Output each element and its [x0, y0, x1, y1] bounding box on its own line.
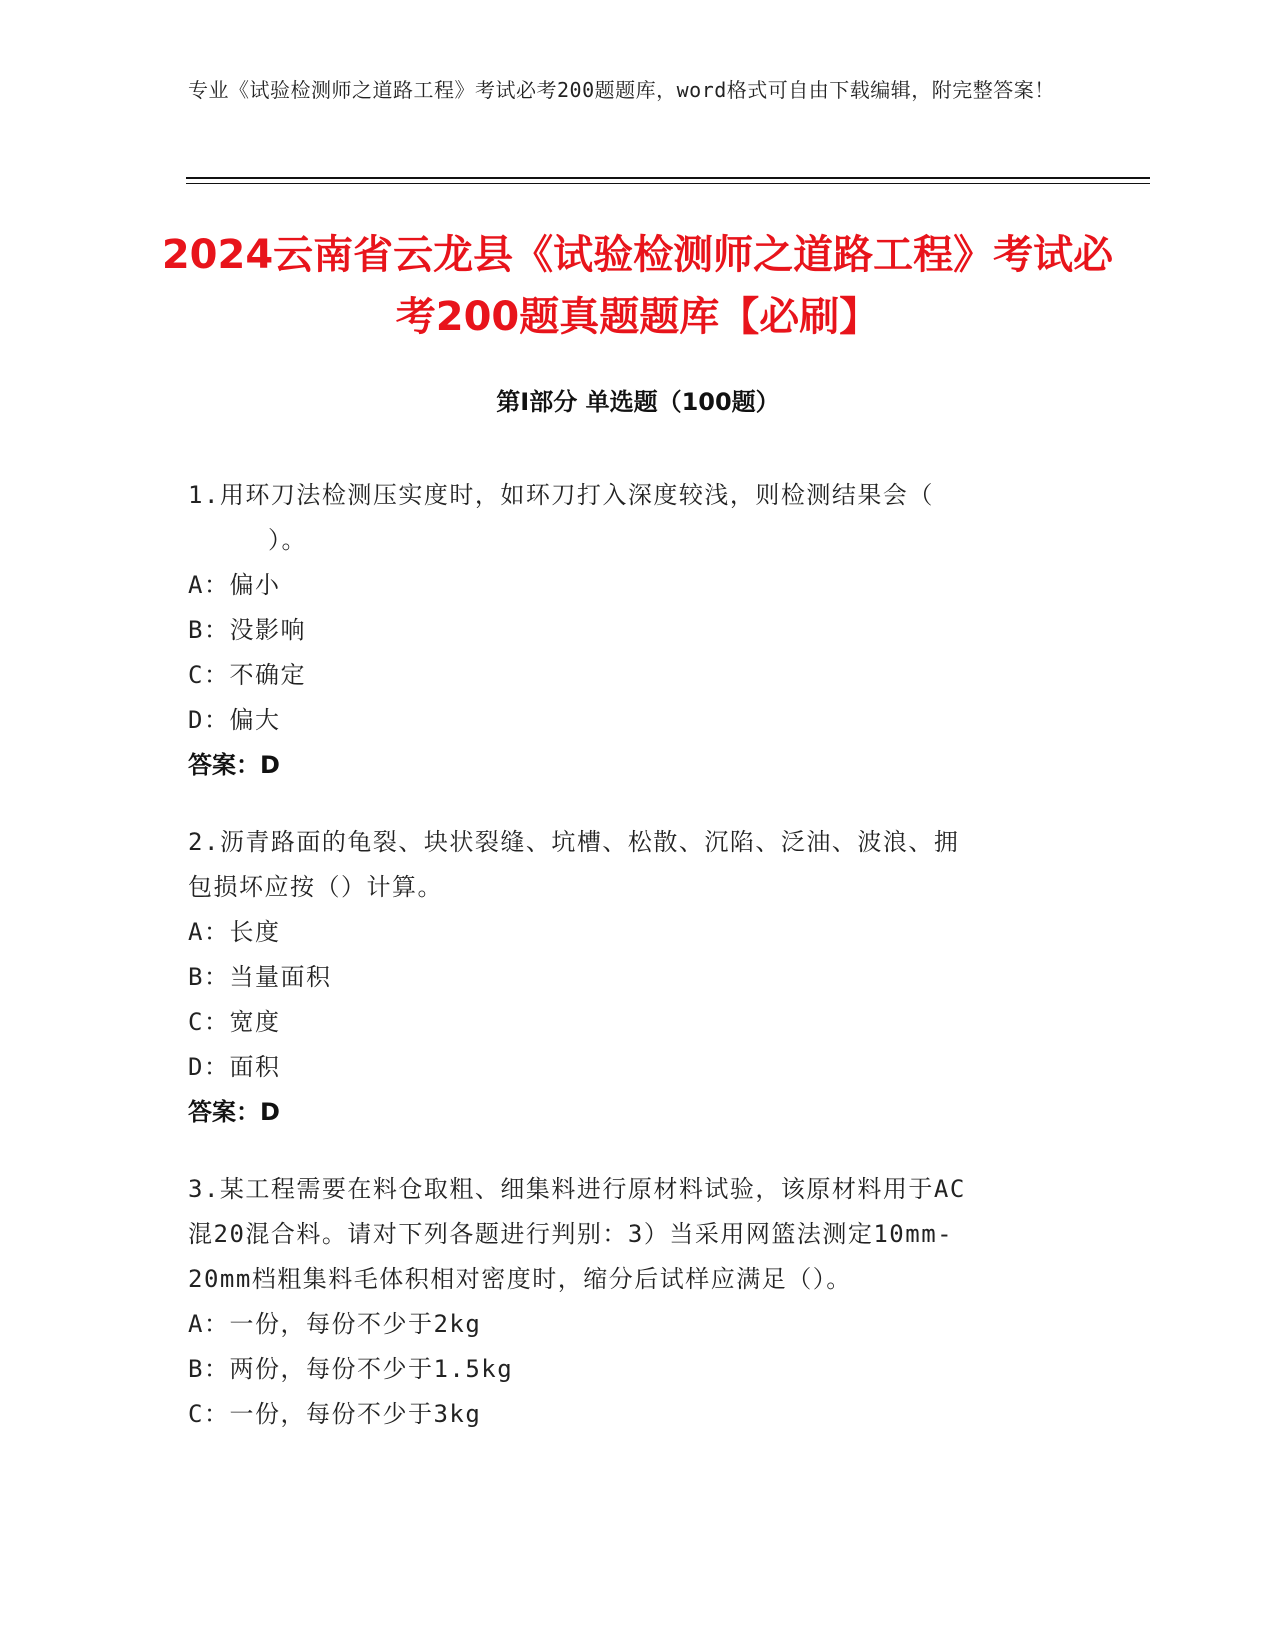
- answer: 答案：D: [188, 1098, 280, 1126]
- header-divider-thick: [186, 177, 1150, 179]
- document-title: 2024云南省云龙县《试验检测师之道路工程》考试必考200题真题题库【必刷】: [161, 232, 1114, 340]
- option-a: A：偏小: [188, 571, 281, 599]
- header-divider-thin: [186, 183, 1150, 184]
- answer: 答案：D: [188, 751, 280, 779]
- option-c: C：一份，每份不少于3kg: [188, 1400, 482, 1428]
- option-a: A：一份，每份不少于2kg: [188, 1310, 482, 1338]
- question-2: [188, 820, 1068, 1135]
- option-b: B：没影响: [188, 616, 306, 644]
- option-c: C：不确定: [188, 661, 306, 689]
- option-a: A：长度: [188, 918, 281, 946]
- header-note: 专业《试验检测师之道路工程》考试必考200题题库，word格式可自由下载编辑，附完整答案！: [188, 78, 1055, 102]
- option-b: B：当量面积: [188, 963, 332, 991]
- option-d: D：偏大: [188, 706, 281, 734]
- option-d: D：面积: [188, 1053, 281, 1081]
- question-stem: 3.某工程需要在料仓取粗、细集料进行原材料试验，该原材料用于AC 混20混合料。请对下列各题进行判别：3）当采用网篮法测定10mm- 20mm档粗集料毛体积相对密度时，缩分后试样应满足（）。: [188, 1175, 966, 1293]
- question-stem: 1.用环刀法检测压实度时，如环刀打入深度较浅，则检测结果会（ ）。: [188, 481, 934, 554]
- option-c: C：宽度: [188, 1008, 281, 1036]
- question-list: [188, 473, 1068, 1469]
- question-stem: 2.沥青路面的龟裂、块状裂缝、坑槽、松散、沉陷、泛油、波浪、拥 包损坏应按（）计算。: [188, 828, 960, 901]
- question-3: [188, 1167, 1068, 1437]
- option-b: B：两份，每份不少于1.5kg: [188, 1355, 514, 1383]
- question-1: [188, 473, 1068, 788]
- section-heading: 第I部分 单选题（100题）: [496, 388, 780, 416]
